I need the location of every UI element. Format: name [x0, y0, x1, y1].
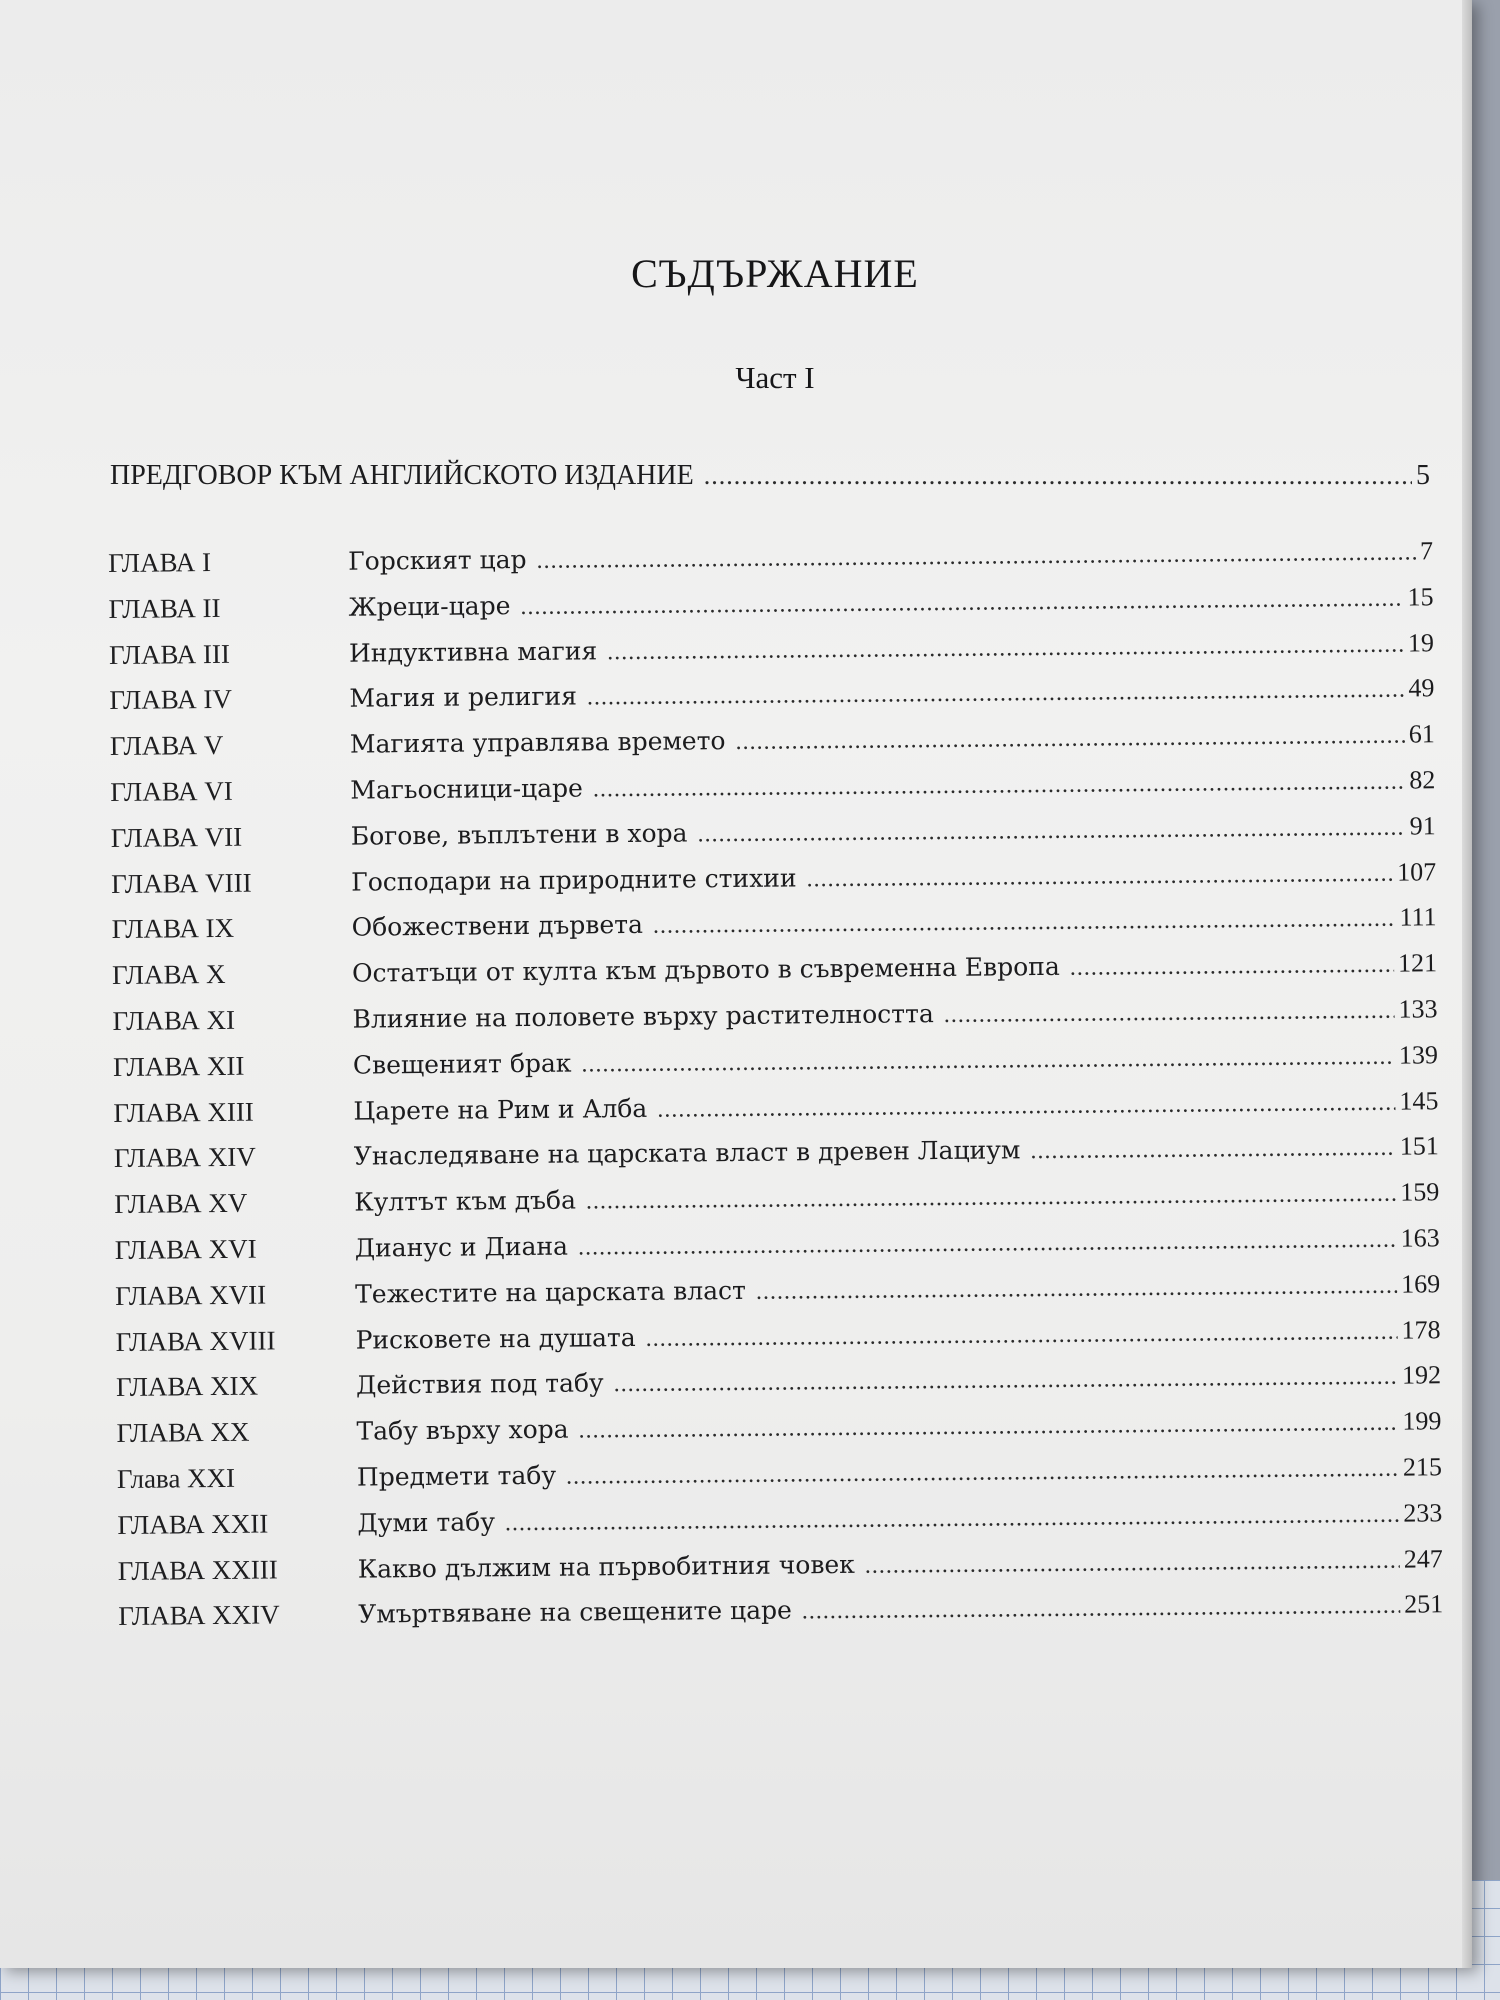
chapter-title: Умъртвяване на свещените царе [358, 1595, 792, 1629]
dot-leader [520, 585, 1403, 620]
chapter-number: ГЛАВА IX [111, 913, 235, 945]
table-of-contents [108, 535, 1443, 1647]
chapter-number: ГЛАВА XXIII [117, 1553, 278, 1586]
chapter-number: ГЛАВА III [108, 638, 231, 670]
chapter-page-number: 251 [1404, 1589, 1444, 1619]
chapter-title: Магия и религия [349, 681, 578, 714]
dot-leader [735, 723, 1405, 756]
dot-leader [607, 631, 1404, 666]
chapter-title: Култът към дъба [354, 1185, 577, 1217]
dot-leader [586, 1181, 1397, 1216]
chapter-page-number: 199 [1402, 1406, 1442, 1436]
chapter-number: Глава XXI [116, 1462, 236, 1494]
chapter-page-number: 215 [1402, 1452, 1443, 1482]
dot-leader [1030, 1135, 1396, 1166]
chapter-title: Богове, въплътени в хора [350, 818, 688, 851]
dot-leader [566, 1456, 1399, 1491]
chapter-number: ГЛАВА X [111, 959, 226, 991]
chapter-title: Господари на природните стихии [351, 862, 797, 897]
chapter-title: Магьосници-царе [350, 773, 584, 805]
chapter-page-number: 15 [1407, 582, 1434, 612]
chapter-number: ГЛАВА XVIII [115, 1324, 276, 1357]
page-title: СЪДЪРЖАНИЕ [631, 251, 919, 296]
chapter-page-number: 121 [1397, 948, 1438, 978]
dot-leader [578, 1227, 1397, 1262]
chapter-page-number: 19 [1407, 627, 1435, 658]
chapter-page-number: 178 [1401, 1314, 1441, 1345]
dot-leader [593, 769, 1406, 804]
chapter-number: ГЛАВА XIII [113, 1096, 254, 1128]
dot-leader [697, 814, 1405, 848]
chapter-number: ГЛАВА XVII [115, 1279, 267, 1311]
chapter-page-number: 139 [1398, 1040, 1439, 1070]
chapter-number: ГЛАВА VI [110, 775, 233, 807]
dot-leader [614, 1364, 1399, 1399]
dot-leader [505, 1501, 1400, 1537]
preface-entry [110, 460, 1430, 492]
chapter-page-number: 49 [1408, 673, 1435, 703]
chapter-page-number: 61 [1408, 719, 1435, 749]
chapter-number: ГЛАВА IV [109, 684, 233, 716]
preface-label: ПРЕДГОВОР КЪМ АНГЛИЙСКОТО ИЗДАНИЕ [110, 460, 694, 491]
chapter-page-number: 107 [1397, 856, 1437, 887]
chapter-title: Какво дължим на първобитния човек [357, 1549, 855, 1584]
chapter-page-number: 7 [1419, 536, 1434, 566]
chapter-title: Предмети табу [356, 1460, 557, 1492]
dot-leader [536, 539, 1416, 574]
chapter-title: Свещеният брак [352, 1048, 572, 1080]
dot-leader [657, 1089, 1395, 1123]
chapter-page-number: 192 [1401, 1360, 1442, 1390]
chapter-page-number: 91 [1409, 811, 1436, 841]
dot-leader [1070, 952, 1395, 982]
dot-leader [653, 906, 1396, 940]
chapter-number: ГЛАВА XI [112, 1004, 236, 1036]
chapter-page-number: 133 [1398, 994, 1438, 1024]
chapter-number: ГЛАВА XVI [114, 1233, 257, 1265]
dot-leader [865, 1547, 1400, 1579]
chapter-page-number: 169 [1400, 1268, 1441, 1299]
chapter-title: Думи табу [357, 1507, 496, 1538]
chapter-number: ГЛАВА V [109, 730, 224, 762]
chapter-title: Действия под табу [355, 1368, 604, 1401]
preface-page-number: 5 [1416, 460, 1430, 491]
part-heading: Част I [735, 360, 815, 395]
dot-leader [704, 461, 1412, 491]
chapter-number: ГЛАВА VII [110, 821, 243, 853]
chapter-title: Унаследяване на царската власт в древен Лациум [353, 1135, 1021, 1172]
chapter-title: Жреци-царе [348, 590, 511, 622]
dot-leader [802, 1593, 1401, 1626]
dot-leader [581, 1043, 1395, 1078]
dot-leader [646, 1318, 1398, 1352]
chapter-page-number: 247 [1403, 1543, 1443, 1574]
chapter-title: Тежестите на царската власт [355, 1275, 747, 1309]
chapter-number: ГЛАВА XXII [117, 1508, 269, 1540]
dot-leader [806, 860, 1393, 893]
chapter-page-number: 111 [1399, 902, 1437, 932]
chapter-title: Рисковете на душата [355, 1322, 636, 1355]
chapter-title: Остатъци от култа към дървото в съвременна Европа [351, 952, 1060, 988]
chapter-page-number: 151 [1399, 1131, 1439, 1161]
chapter-title: Обожествени дървета [351, 910, 644, 943]
chapter-number: ГЛАВА XV [114, 1187, 248, 1220]
chapter-title: Горският цар [347, 544, 527, 576]
chapter-title: Табу върху хора [356, 1414, 569, 1446]
chapter-page-number: 82 [1409, 765, 1436, 795]
dot-leader [944, 998, 1395, 1029]
dot-leader [587, 677, 1405, 712]
chapter-page-number: 145 [1399, 1085, 1439, 1116]
chapter-title: Влияние на половете върху растителността [352, 999, 934, 1034]
chapter-title: Магията управлява времето [349, 726, 726, 759]
dot-leader [578, 1410, 1398, 1445]
chapter-number: ГЛАВА II [108, 592, 221, 624]
chapter-number: ГЛАВА VIII [111, 867, 252, 899]
dot-leader [756, 1272, 1397, 1305]
chapter-page-number: 163 [1400, 1223, 1440, 1253]
chapter-number: ГЛАВА I [108, 547, 212, 578]
chapter-title: Царете на Рим и Алба [353, 1093, 648, 1126]
chapter-number: ГЛАВА XXIV [118, 1599, 280, 1632]
chapter-number: ГЛАВА XIX [115, 1370, 259, 1403]
chapter-number: ГЛАВА XX [116, 1416, 250, 1449]
chapter-number: ГЛАВА XIV [113, 1141, 256, 1174]
chapter-title: Дианус и Диана [354, 1231, 569, 1263]
chapter-number: ГЛАВА XII [112, 1050, 245, 1082]
chapter-title: Индуктивна магия [348, 635, 598, 668]
chapter-page-number: 233 [1403, 1497, 1443, 1528]
chapter-page-number: 159 [1400, 1177, 1440, 1207]
